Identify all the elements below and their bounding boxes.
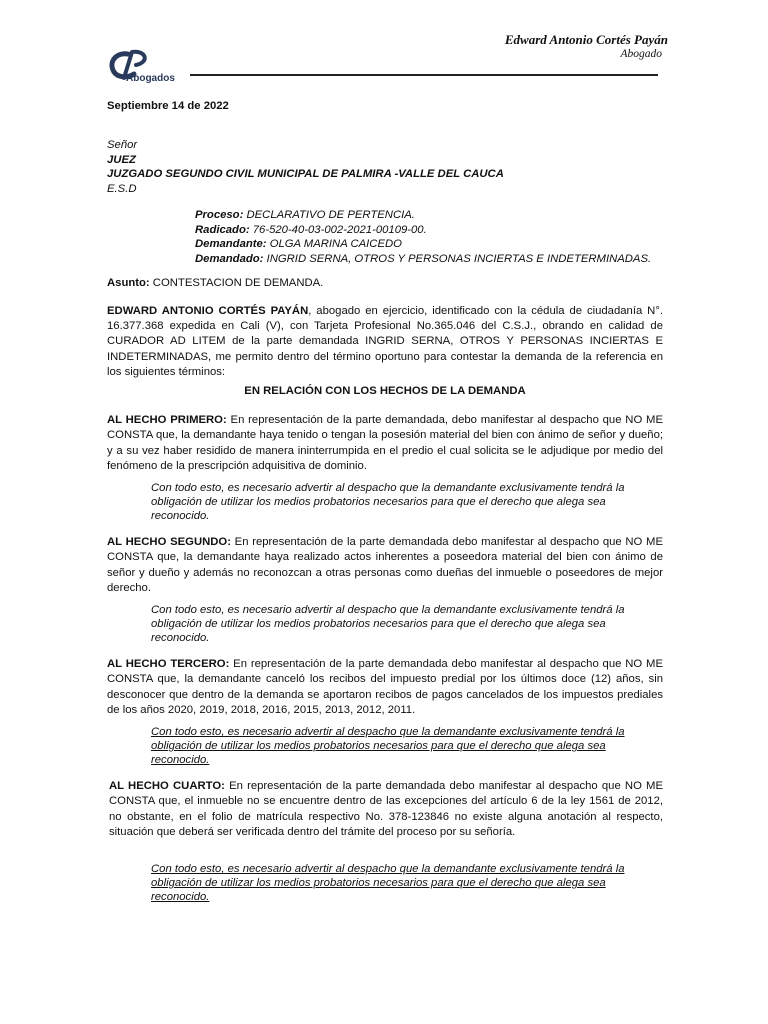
hecho-segundo-paragraph xyxy=(107,535,663,596)
section-heading: EN RELACIÓN CON LOS HECHOS DE LA DEMANDA xyxy=(244,385,526,397)
hecho-cuarto-label: AL HECHO CUARTO: xyxy=(109,780,225,792)
hecho-cuarto-text: En representación de la parte demandada debo manifestar al despacho que NO ME CONSTA que, el inmueble no se encuentre dentro de las excepciones del artículo 6 de la ley 1561 de 2012, no obstante, en el folio de matrícula respectivo No. 378-123846 no existe alguna anotación al respecto, situación que deberá ser verificada dentro del trámite del proceso por su señoría. xyxy=(109,780,664,838)
intro-text: , abogado en ejercicio, identificado con la cédula de ciudadanía N°. 16.377.368 expedida en Cali (V), con Tarjeta Profesional No.365.046 del C.S.J., obrando en calidad de CURADOR AD LITEM de la parte demandada INGRID SERNA, OTROS Y PERSONAS INCIERTAS E INDETERMINADAS, me permito dentro del término oportuno para contestar la demanda de la referencia en los siguientes términos: xyxy=(107,305,663,378)
ref-radicado xyxy=(195,223,651,238)
reference-block xyxy=(195,208,651,266)
logo-text: Abogados xyxy=(126,73,175,84)
ref-proceso-value: DECLARATIVO DE PERTENCIA. xyxy=(243,209,415,221)
hecho-segundo-text: En representación de la parte demandada debo manifestar al despacho que NO ME CONSTA que, la demandante haya realizado actos inherentes a poseedora material del bien con ánimo de señor y dueño y además no reconozcan a otras personas como dueñas del inmueble o poseedores de mejor derecho. xyxy=(107,536,663,594)
letterhead-name: Edward Antonio Cortés Payán xyxy=(504,32,668,47)
letterhead-role: Abogado xyxy=(620,48,662,60)
ref-demandado-value: INGRID SERNA, OTROS Y PERSONAS INCIERTAS E INDETERMINADAS. xyxy=(263,252,652,265)
hecho-primero-note: Con todo esto, es necesario advertir al despacho que la demandante exclusivamente tendrá la obligación de utilizar los medios probatorios necesarios para que el derecho que alega sea reconocido. xyxy=(151,482,625,523)
ref-demandante-value: OLGA MARINA CAICEDO xyxy=(266,238,402,250)
letter-date: Septiembre 14 de 2022 xyxy=(107,100,229,112)
hecho-tercero-note: Con todo esto, es necesario advertir al despacho que la demandante exclusivamente tendrá la obligación de utilizar los medios probatorios necesarios para que el derecho que alega sea reconocido. xyxy=(151,726,625,767)
hecho-tercero-paragraph xyxy=(107,657,663,718)
hecho-segundo-note: Con todo esto, es necesario advertir al despacho que la demandante exclusivamente tendrá la obligación de utilizar los medios probatorios necesarios para que el derecho que alega sea reconocido. xyxy=(151,604,625,645)
letterhead-rule xyxy=(190,74,658,76)
intro-paragraph xyxy=(107,304,663,380)
hecho-cuarto-paragraph xyxy=(109,779,663,840)
hecho-segundo-label: AL HECHO SEGUNDO: xyxy=(107,536,231,548)
ref-radicado-label: Radicado: xyxy=(195,223,250,236)
ref-proceso-label: Proceso: xyxy=(195,209,244,221)
ref-demandante-label: Demandante: xyxy=(195,238,267,250)
addressee-court: JUZGADO SEGUNDO CIVIL MUNICIPAL DE PALMIRA -VALLE DEL CAUCA xyxy=(107,168,504,181)
ref-proceso xyxy=(195,208,651,223)
ref-demandante xyxy=(195,237,651,252)
hecho-tercero-text: En representación de la parte demandada debo manifestar al despacho que NO ME CONSTA que, la demandante canceló los recibos del impuesto predial por los últimos doce (12) años, sin desconocer que dentro de la demanda se aportaron recibos de pagos cancelados de los impuestos prediales de los años 2020, 2019, 2018, 2016, 2015, 2013, 2012, 2011. xyxy=(107,658,663,716)
subject-value: CONTESTACION DE DEMANDA. xyxy=(149,277,324,289)
hecho-cuarto-note: Con todo esto, es necesario advertir al despacho que la demandante exclusivamente tendrá la obligación de utilizar los medios probatorios necesarios para que el derecho que alega sea reconocido. xyxy=(151,863,625,904)
ref-radicado-value: 76-520-40-03-002-2021-00109-00. xyxy=(249,223,427,236)
subject-line xyxy=(107,276,663,291)
intro-name: EDWARD ANTONIO CORTÉS PAYÁN xyxy=(107,305,309,317)
firm-logo xyxy=(106,48,192,84)
hecho-primero-label: AL HECHO PRIMERO: xyxy=(107,414,227,426)
addressee-esd: E.S.D xyxy=(107,182,137,195)
subject-label: Asunto: xyxy=(107,277,150,289)
addressee-block xyxy=(107,138,504,196)
hecho-primero-text: En representación de la parte demandada, debo manifestar al despacho que NO ME CONSTA que, la demandante haya tenido o tengan la posesión material del bien con ánimo de señor y dueño; y a su vez haber residido de manera ininterrumpida en el predio el cual solicita se le adjudique por medio del fenómeno de la prescripción adquisitiva de dominio. xyxy=(107,414,663,472)
ref-demandado-label: Demandado: xyxy=(195,252,264,265)
hecho-primero-paragraph xyxy=(107,413,663,474)
addressee-salutation: Señor xyxy=(107,139,138,151)
ref-demandado xyxy=(195,252,651,267)
hecho-tercero-label: AL HECHO TERCERO: xyxy=(107,658,230,670)
addressee-title: JUEZ xyxy=(107,153,136,166)
